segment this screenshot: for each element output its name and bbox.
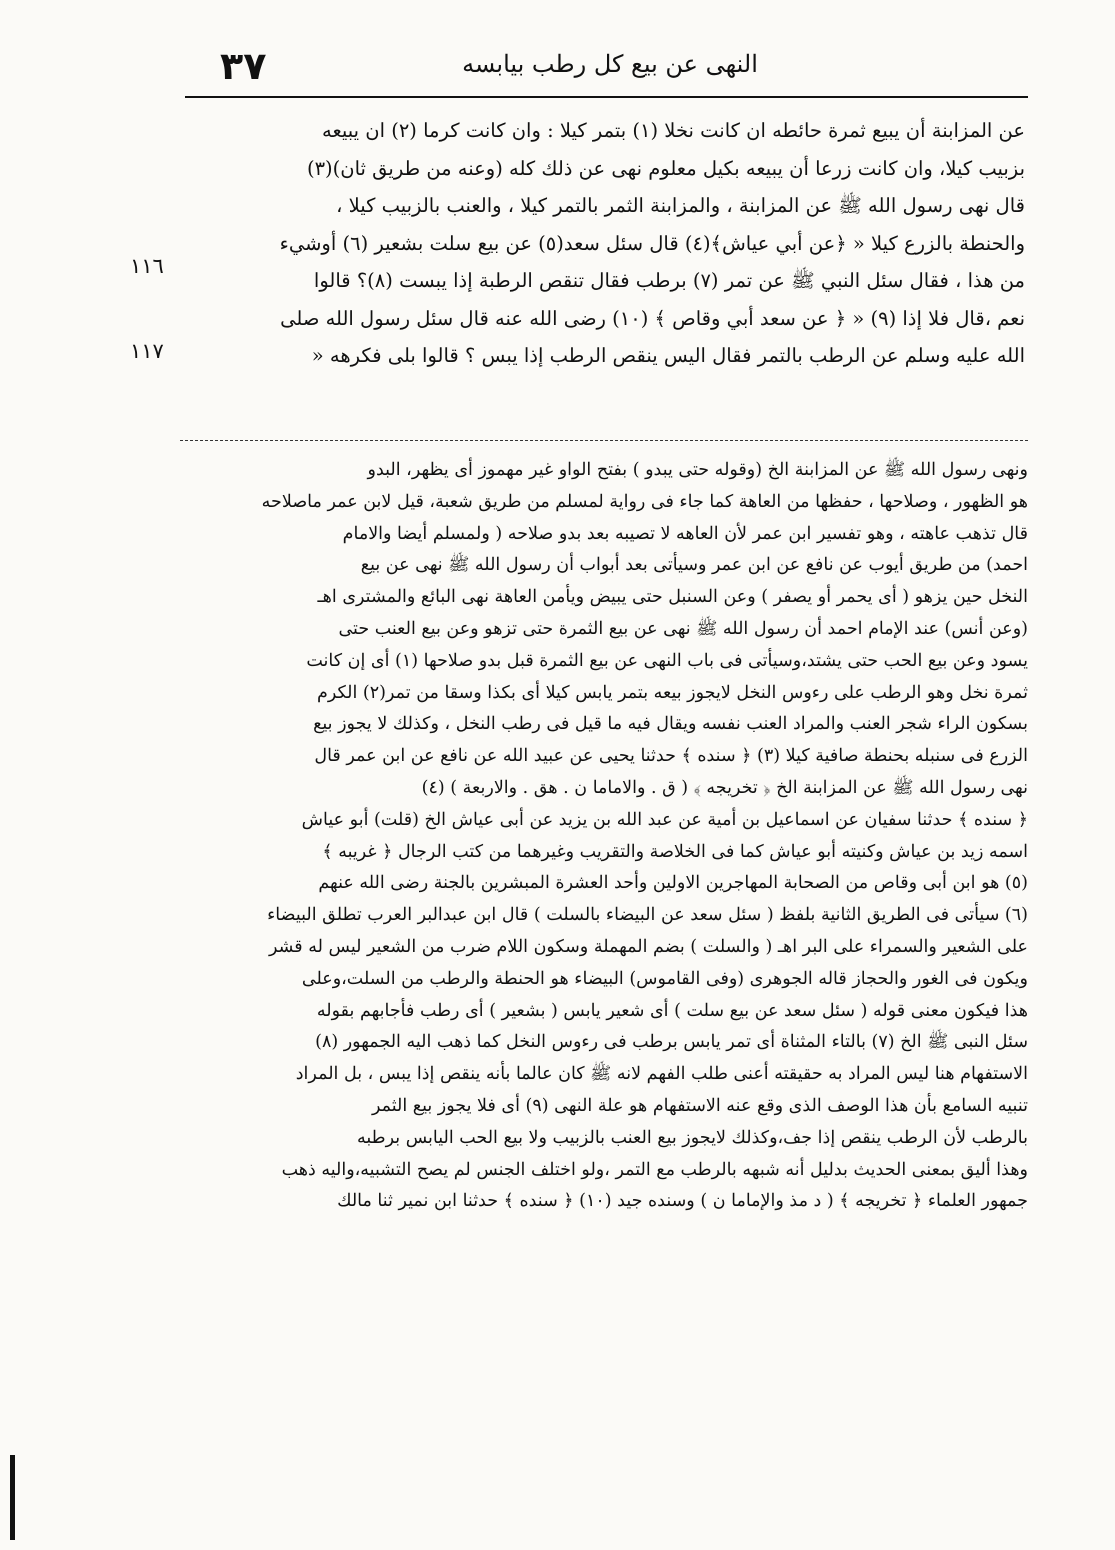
main-text-line: نعم ،قال فلا إذا (٩) « ﴿ عن سعد أبي وقاص ﴾ (١٠) رضى الله عنه قال سئل رسول الله صلى xyxy=(280,306,1025,330)
note-line: قال تذهب عاهته ، وهو تفسير ابن عمر لأن العاهه لا تصيبه بعد بدو صلاحه ( ولمسلم أيضا والامام xyxy=(342,523,1028,544)
note-line: سئل النبى ﷺ الخ (٧) بالتاء المثناة أى تمر يابس برطب فى رءوس النخل كما ذهب اليه الجمهور (٨) xyxy=(315,1032,1028,1053)
note-line: (٥) هو ابن أبى وقاص من الصحابة المهاجرين الاولين وأحد العشرة المبشرين بالجنة رضى الله عنهم xyxy=(318,873,1028,894)
main-text-line: الله عليه وسلم عن الرطب بالتمر فقال اليس ينقص الرطب إذا يبس ؟ قالوا بلى فكرهه « xyxy=(311,344,1025,367)
commentary-notes xyxy=(180,455,1028,1218)
note-line: على الشعير والسمراء على البر اهـ ( والسلت ) بضم المهملة وسكون اللام ضرب من الشعير ليس له قشر xyxy=(269,936,1028,957)
note-line: هو الظهور ، وصلاحها ، حفظها من العاهة كما جاء فى رواية لمسلم من طريق شعبة، قيل لابن عمر ماصلاحه xyxy=(261,491,1028,512)
note-line: تنبيه السامع بأن هذا الوصف الذى وقع عنه الاستفهام هو علة النهى (٩) أى فلا يجوز بيع الثمر xyxy=(371,1095,1028,1116)
page-number: ٣٧ xyxy=(220,44,267,88)
note-line: بالرطب لأن الرطب ينقص إذا جف،وكذلك لايجوز بيع العنب بالزبيب ولا بيع الحب اليابس برطبه xyxy=(357,1127,1028,1148)
note-line: ونهى رسول الله ﷺ عن المزابنة الخ (وقوله حتى يبدو ) بفتح الواو غير مهموز أى يظهر، البدو xyxy=(367,460,1028,480)
main-hadith-text xyxy=(195,112,1025,375)
footnote-divider xyxy=(180,440,1028,441)
note-line: الاستفهام هنا ليس المراد به حقيقته أعنى طلب الفهم لانه ﷺ كان عالما بأنه ينقص إذا يبس ، بل المراد xyxy=(295,1064,1028,1085)
margin-number: ١١٧ xyxy=(130,339,164,363)
note-line: الزرع فى سنبله بحنطة صافية كيلا (٣) ﴿ سنده ﴾ حدثنا يحيى عن عبيد الله عن نافع عن ابن عمر قال xyxy=(314,746,1028,767)
page-header xyxy=(190,42,1030,88)
scan-edge-mark xyxy=(10,1455,15,1540)
main-text-line: قال نهى رسول الله ﷺ عن المزابنة ، والمزابنة الثمر بالتمر كيلا ، والعنب بالزبيب كيلا ، xyxy=(336,194,1025,217)
note-line: جمهور العلماء ﴿ تخريجه ﴾ ( د مذ والإماما ن ) وسنده جيد (١٠) ﴿ سنده ﴾ حدثنا ابن نمير ثنا مالك xyxy=(337,1191,1028,1212)
note-line: هذا فيكون معنى قوله ( سئل سعد عن بيع سلت ) أى شعير يابس ( بشعير ) أى رطب فأجابهم بقوله xyxy=(316,1000,1028,1021)
main-text-line: بزبيب كيلا، وان كانت زرعا أن يبيعه بكيل معلوم نهى عن ذلك كله (وعنه من طريق ثان)(٣) xyxy=(306,156,1025,180)
running-title: النهى عن بيع كل رطب بيابسه xyxy=(462,50,758,78)
note-line: يسود وعن بيع الحب حتى يشتد،وسيأتى فى باب النهى عن بيع الثمرة قبل بدو صلاحها (١) أى إن كانت xyxy=(306,650,1028,671)
note-line: (٦) سيأتى فى الطريق الثانية بلفظ ( سئل سعد عن البيضاء بالسلت ) قال ابن عبدالبر العرب تطلق البيضاء xyxy=(267,905,1028,926)
note-line: ﴿ سنده ﴾ حدثنا سفيان عن اسماعيل بن أمية عن عبد الله بن يزيد عن أبى عياش الخ (قلت) أبو عياش xyxy=(301,809,1028,830)
note-line: بسكون الراء شجر العنب والمراد العنب نفسه ويقال فيه ما قيل فى رطب النخل ، وكذلك لا يجوز بيع xyxy=(313,714,1028,735)
main-text-line: عن المزابنة أن يبيع ثمرة حائطه ان كانت نخلا (١) بتمر كيلا : وان كانت كرما (٢) ان يبيعه xyxy=(322,119,1025,142)
note-line: احمد) من طريق أيوب عن نافع عن ابن عمر وسيأتى بعد أبواب أن رسول الله ﷺ نهى عن بيع xyxy=(360,555,1028,576)
main-text-line: والحنطة بالزرع كيلا « ﴿عن أبي عياش﴾(٤) قال سئل سعد(٥) عن بيع سلت بشعير (٦) أوشيء xyxy=(279,231,1025,255)
note-line: وهذا أليق بمعنى الحديث بدليل أنه شبهه بالرطب مع التمر ،ولو اختلف الجنس لم يصح التشبيه،واليه ذهب xyxy=(281,1159,1028,1180)
note-line: (وعن أنس) عند الإمام احمد أن رسول الله ﷺ نهى عن بيع الثمرة حتى تزهو وعن بيع العنب حتى xyxy=(338,618,1028,639)
note-line: ويكون فى الغور والحجاز قاله الجوهرى (وفى القاموس) البيضاء هو الحنطة والرطب من السلت،وعلى xyxy=(301,968,1028,989)
note-line: ثمرة نخل وهو الرطب على رءوس النخل لايجوز بيعه بتمر يابس كيلا أى بكذا وسقا من تمر(٢) الكرم xyxy=(317,682,1028,703)
header-rule xyxy=(185,96,1028,98)
note-line: اسمه زيد بن عياش وكنيته أبو عياش كما فى الخلاصة والتقريب وغيرهما من كتب الرجال ﴿ غريبه ﴾ xyxy=(322,841,1028,862)
note-line: النخل حين يزهو ( أى يحمر أو يصفر ) وعن السنبل حتى يبيض ويأمن العاهة نهى البائع والمشترى اهـ xyxy=(317,587,1028,608)
main-text-line: من هذا ، فقال سئل النبي ﷺ عن تمر (٧) برطب فقال تنقص الرطبة إذا يبست (٨)؟ قالوا xyxy=(313,269,1025,292)
margin-number: ١١٦ xyxy=(130,254,164,278)
note-line: نهى رسول الله ﷺ عن المزابنة الخ ﴿ تخريجه ﴾ ( ق . والاماما ن . هق . والاربعة ) (٤) xyxy=(421,777,1028,798)
